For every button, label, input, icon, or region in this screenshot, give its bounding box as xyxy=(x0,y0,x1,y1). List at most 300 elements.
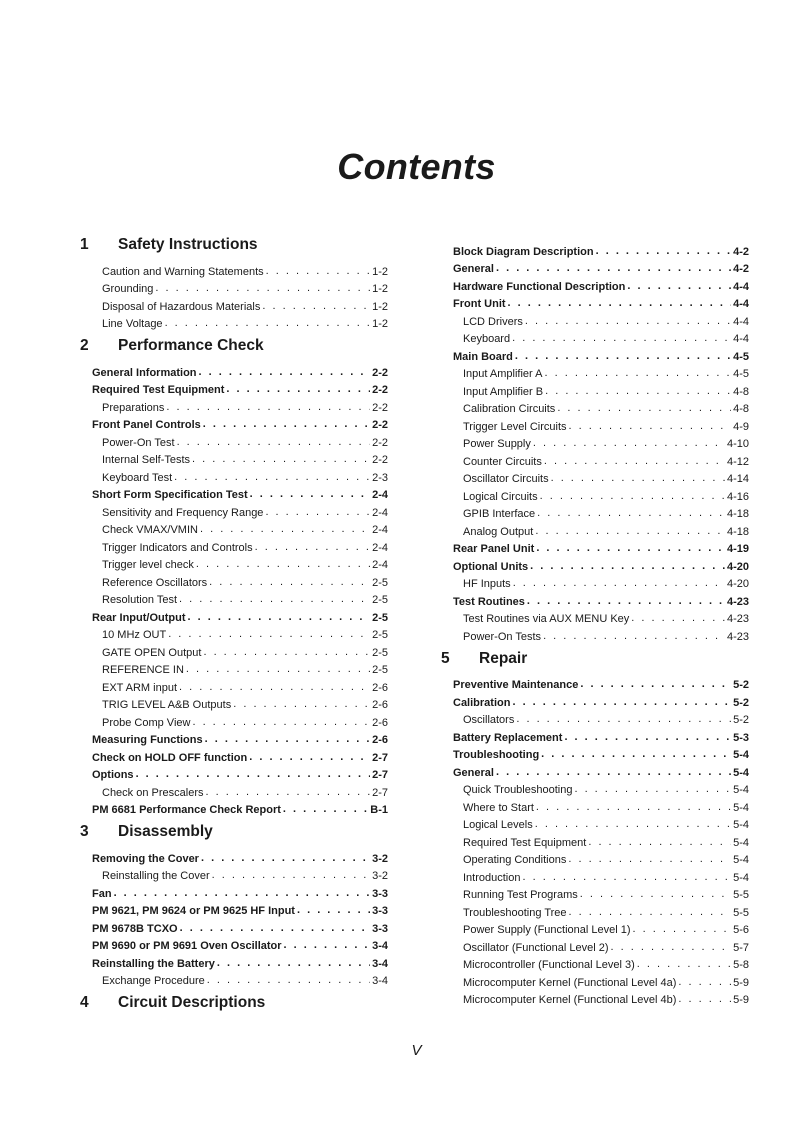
toc-entry-page: 5-4 xyxy=(733,819,749,831)
toc-entry-label: Optional Units xyxy=(453,560,529,573)
dot-leader xyxy=(522,870,731,884)
toc-entry-label: Analog Output xyxy=(463,525,534,538)
toc-entry[interactable] xyxy=(80,278,388,296)
toc-entry[interactable] xyxy=(441,468,749,486)
toc-entry-page: 5-3 xyxy=(733,731,749,744)
toc-entry-page: 4-4 xyxy=(733,280,749,293)
toc-entry-page: 2-2 xyxy=(372,419,388,431)
toc-entry-label: Oscillator Circuits xyxy=(463,473,549,485)
dot-leader xyxy=(265,505,370,519)
toc-entry[interactable] xyxy=(80,711,388,729)
toc-entry-label: Check on Prescalers xyxy=(102,786,204,799)
toc-entry-page: 5-2 xyxy=(733,696,749,709)
toc-entry-label: Microcontroller (Functional Level 3) xyxy=(463,959,635,971)
toc-entry-label: Troubleshooting Tree xyxy=(463,906,567,919)
toc-entry[interactable] xyxy=(441,398,749,416)
dot-leader xyxy=(179,680,370,694)
dot-leader xyxy=(188,610,371,624)
dot-leader xyxy=(525,314,731,328)
toc-entry-page: 4-23 xyxy=(726,630,749,643)
toc-entry[interactable] xyxy=(80,641,388,659)
toc-entry-label: Keyboard Test xyxy=(102,471,173,484)
toc-entry[interactable] xyxy=(441,538,749,556)
toc-entry[interactable] xyxy=(80,431,388,449)
dot-leader xyxy=(537,506,725,520)
toc-entry[interactable] xyxy=(441,503,749,521)
toc-entry[interactable] xyxy=(80,746,388,764)
toc-entry-label: PM 9621, PM 9624 or PM 9625 HF Input xyxy=(92,905,295,917)
dot-leader xyxy=(631,611,725,625)
dot-leader xyxy=(201,851,370,865)
toc-entry-page: 2-4 xyxy=(372,524,388,536)
dot-leader xyxy=(262,299,370,313)
toc-entry[interactable] xyxy=(441,573,749,591)
toc-entry[interactable] xyxy=(80,676,388,694)
toc-entry[interactable] xyxy=(441,989,749,1007)
toc-entry[interactable] xyxy=(441,625,749,643)
toc-entry-page: 5-4 xyxy=(733,854,749,866)
dot-leader xyxy=(199,365,371,379)
toc-entry-label: LCD Drivers xyxy=(463,315,523,328)
dot-leader xyxy=(209,575,370,589)
dot-leader xyxy=(545,366,732,380)
dot-leader xyxy=(249,750,370,764)
toc-entry-page: 2-4 xyxy=(372,559,388,571)
toc-entry-label: EXT ARM input xyxy=(102,681,177,694)
toc-entry-label: Rear Panel Unit xyxy=(453,543,535,555)
toc-entry-page: 5-2 xyxy=(733,679,749,691)
toc-entry-label: GPIB Interface xyxy=(463,508,536,520)
toc-entry-page: 2-5 xyxy=(372,664,388,676)
toc-entry-page: 3-3 xyxy=(372,887,388,900)
toc-left-column xyxy=(80,236,388,1018)
toc-entry[interactable] xyxy=(441,936,749,954)
toc-entry[interactable] xyxy=(80,313,388,331)
page-title: Contents xyxy=(337,146,496,187)
toc-entry[interactable] xyxy=(80,764,388,782)
dot-leader xyxy=(266,264,370,278)
dot-leader xyxy=(569,905,732,919)
toc-entry-page: 2-2 xyxy=(372,366,388,379)
toc-entry[interactable] xyxy=(80,952,388,970)
toc-entry-label: Short Form Specification Test xyxy=(92,489,248,501)
toc-entry-page: 4-5 xyxy=(733,350,749,363)
toc-entry-page: 5-4 xyxy=(733,766,749,779)
dot-leader xyxy=(203,645,370,659)
dot-leader xyxy=(200,522,370,536)
toc-right-column xyxy=(441,240,749,1006)
dot-leader xyxy=(512,695,731,709)
toc-entry-page: B-1 xyxy=(370,804,388,816)
toc-entry[interactable] xyxy=(80,466,388,484)
toc-entry-label: Trigger Indicators and Controls xyxy=(102,541,253,554)
dot-leader xyxy=(530,559,725,573)
toc-entry-label: General Information xyxy=(92,366,197,379)
toc-entry-page: 5-4 xyxy=(733,784,749,796)
dot-leader xyxy=(196,557,370,571)
dot-leader xyxy=(533,436,725,450)
toc-entry-label: Main Board xyxy=(453,350,513,363)
toc-entry-label: Removing the Cover xyxy=(92,852,199,865)
dot-leader xyxy=(515,349,731,363)
toc-entry[interactable] xyxy=(441,971,749,989)
toc-entry[interactable] xyxy=(80,935,388,953)
toc-entry[interactable] xyxy=(441,796,749,814)
toc-entry-label: Operating Conditions xyxy=(463,854,567,866)
toc-entry[interactable] xyxy=(441,590,749,608)
toc-entry[interactable] xyxy=(441,919,749,937)
dot-leader xyxy=(284,938,371,952)
toc-entry-label: PM 9690 or PM 9691 Oven Oscillator xyxy=(92,940,282,952)
toc-entry[interactable] xyxy=(441,293,749,311)
section-number: 5 xyxy=(441,649,450,667)
toc-entry[interactable] xyxy=(80,606,388,624)
toc-entry[interactable] xyxy=(80,865,388,883)
section-title: Safety Instructions xyxy=(118,236,258,253)
toc-entry-label: PM 6681 Performance Check Report xyxy=(92,804,281,816)
toc-entry[interactable] xyxy=(441,328,749,346)
toc-entry-page: 5-9 xyxy=(733,994,749,1006)
toc-entry-page: 3-4 xyxy=(372,940,388,952)
toc-entry-page: 2-6 xyxy=(372,716,388,729)
dot-leader xyxy=(155,281,370,295)
toc-entry[interactable] xyxy=(441,240,749,258)
toc-entry-label: Hardware Functional Description xyxy=(453,280,626,293)
toc-entry-page: 2-6 xyxy=(372,681,388,694)
toc-entry-page: 4-8 xyxy=(733,403,749,415)
dot-leader xyxy=(569,419,732,433)
toc-entry-label: Grounding xyxy=(102,283,154,295)
dot-leader xyxy=(508,296,732,310)
toc-entry-label: Preventive Maintenance xyxy=(453,679,579,691)
toc-entry-label: Introduction xyxy=(463,871,521,884)
toc-entry-page: 2-3 xyxy=(372,471,388,484)
toc-entry-page: 4-14 xyxy=(726,473,749,485)
toc-entry-label: Power Supply (Functional Level 1) xyxy=(463,924,631,936)
toc-entry-label: Calibration Circuits xyxy=(463,403,556,415)
toc-entry[interactable] xyxy=(80,501,388,519)
toc-entry-label: Keyboard xyxy=(463,333,511,345)
toc-entry-label: Input Amplifier B xyxy=(463,385,544,398)
toc-entry[interactable] xyxy=(80,589,388,607)
dot-leader xyxy=(678,992,731,1006)
dot-leader xyxy=(255,540,370,554)
toc-entry-label: Reinstalling the Cover xyxy=(102,870,210,882)
toc-entry-label: TRIG LEVEL A&B Outputs xyxy=(102,699,232,711)
toc-entry[interactable] xyxy=(441,363,749,381)
section-title: Repair xyxy=(479,649,528,667)
toc-entry[interactable] xyxy=(441,275,749,293)
toc-entry[interactable] xyxy=(80,659,388,677)
toc-entry-label: Input Amplifier A xyxy=(463,368,543,380)
toc-entry-page: 4-2 xyxy=(733,245,749,258)
toc-entry-page: 3-2 xyxy=(372,852,388,865)
toc-entry-label: Where to Start xyxy=(463,801,534,814)
toc-entry-label: Exchange Procedure xyxy=(102,975,205,987)
dot-leader xyxy=(536,800,731,814)
toc-entry[interactable] xyxy=(441,691,749,709)
toc-entry-page: 2-7 xyxy=(372,751,388,764)
dot-leader xyxy=(512,331,731,345)
toc-entry-page: 4-19 xyxy=(726,543,749,555)
toc-entry[interactable] xyxy=(441,954,749,972)
dot-leader xyxy=(217,956,370,970)
toc-entry-page: 4-16 xyxy=(726,490,749,503)
toc-entry-label: Power Supply xyxy=(463,438,531,450)
dot-leader xyxy=(535,817,731,831)
dot-leader xyxy=(168,627,370,641)
toc-entry-page: 1-2 xyxy=(372,283,388,295)
toc-entry-page: 1-2 xyxy=(372,300,388,313)
toc-entry[interactable] xyxy=(80,970,388,988)
toc-entry-page: 5-5 xyxy=(733,906,749,919)
section-heading xyxy=(80,823,388,844)
toc-entry-page: 5-5 xyxy=(733,889,749,901)
toc-entry-label: Trigger level check xyxy=(102,559,194,571)
toc-entry-label: PM 9678B TCXO xyxy=(92,922,178,935)
toc-entry-page: 5-4 xyxy=(733,749,749,761)
toc-entry-page: 2-2 xyxy=(372,436,388,449)
toc-entry-page: 5-6 xyxy=(733,924,749,936)
toc-entry-label: Power-On Test xyxy=(102,436,175,449)
toc-entry[interactable] xyxy=(441,901,749,919)
dot-leader xyxy=(564,730,731,744)
toc-entry-page: 5-7 xyxy=(733,941,749,954)
toc-entry-label: Fan xyxy=(92,887,112,900)
dot-leader xyxy=(544,454,725,468)
toc-entry-label: Logical Levels xyxy=(463,819,533,831)
toc-entry[interactable] xyxy=(80,781,388,799)
toc-entry[interactable] xyxy=(441,345,749,363)
toc-entry[interactable] xyxy=(441,674,749,692)
toc-entry-label: Oscillator (Functional Level 2) xyxy=(463,941,609,954)
toc-entry-label: Rear Input/Output xyxy=(92,611,186,624)
toc-entry[interactable] xyxy=(80,729,388,747)
toc-entry-page: 3-2 xyxy=(372,870,388,882)
toc-entry[interactable] xyxy=(441,450,749,468)
toc-entry[interactable] xyxy=(441,779,749,797)
toc-entry[interactable] xyxy=(80,449,388,467)
toc-entry-label: Reinstalling the Battery xyxy=(92,957,215,970)
toc-entry[interactable] xyxy=(80,917,388,935)
toc-entry[interactable] xyxy=(441,555,749,573)
toc-entry[interactable] xyxy=(441,849,749,867)
toc-entry-label: Caution and Warning Statements xyxy=(102,265,264,278)
toc-entry-page: 4-4 xyxy=(733,315,749,328)
toc-entry[interactable] xyxy=(441,709,749,727)
toc-entry-page: 4-9 xyxy=(733,420,749,433)
toc-entry[interactable] xyxy=(80,396,388,414)
toc-entry[interactable] xyxy=(80,379,388,397)
toc-entry-label: Trigger Level Circuits xyxy=(463,420,567,433)
toc-entry[interactable] xyxy=(441,415,749,433)
toc-entry[interactable] xyxy=(80,361,388,379)
dot-leader xyxy=(233,697,370,711)
toc-entry-page: 4-18 xyxy=(726,508,749,520)
toc-entry-label: Reference Oscillators xyxy=(102,576,208,589)
toc-entry-page: 5-4 xyxy=(733,801,749,814)
dot-leader xyxy=(174,470,370,484)
dot-leader xyxy=(580,677,731,691)
section-number: 4 xyxy=(80,994,89,1011)
dot-leader xyxy=(205,732,370,746)
dot-leader xyxy=(192,715,370,729)
section-title: Circuit Descriptions xyxy=(118,994,266,1011)
toc-entry[interactable] xyxy=(80,414,388,432)
toc-entry-label: Test Routines via AUX MENU Key xyxy=(463,613,630,625)
toc-entry-page: 2-5 xyxy=(372,646,388,659)
dot-leader xyxy=(678,975,731,989)
section-heading xyxy=(441,650,749,671)
dot-leader xyxy=(543,629,725,643)
dot-leader xyxy=(596,244,732,258)
dot-leader xyxy=(166,400,370,414)
toc-entry-page: 4-12 xyxy=(726,455,749,468)
toc-entry[interactable] xyxy=(80,536,388,554)
dot-leader xyxy=(551,471,725,485)
toc-entry-page: 5-4 xyxy=(733,871,749,884)
toc-entry-label: Block Diagram Description xyxy=(453,245,594,258)
toc-entry[interactable] xyxy=(441,744,749,762)
dot-leader xyxy=(513,576,725,590)
toc-entry-label: Check on HOLD OFF function xyxy=(92,751,248,764)
toc-entry[interactable] xyxy=(441,814,749,832)
dot-leader xyxy=(283,802,368,816)
toc-entry-label: Logical Circuits xyxy=(463,490,538,503)
toc-entry-page: 2-5 xyxy=(372,611,388,624)
toc-entry[interactable] xyxy=(80,900,388,918)
dot-leader xyxy=(226,382,370,396)
toc-entry[interactable] xyxy=(80,882,388,900)
section-title: Performance Check xyxy=(118,337,264,354)
toc-entry-label: HF Inputs xyxy=(463,578,511,590)
toc-entry-label: Battery Replacement xyxy=(453,731,563,744)
toc-entry[interactable] xyxy=(441,380,749,398)
toc-entry-label: Required Test Equipment xyxy=(463,836,587,849)
toc-entry-page: 2-5 xyxy=(372,594,388,606)
section-number: 2 xyxy=(80,337,89,354)
toc-entry-page: 4-8 xyxy=(733,385,749,398)
dot-leader xyxy=(527,594,725,608)
toc-entry[interactable] xyxy=(441,608,749,626)
toc-entry-page: 2-4 xyxy=(372,541,388,554)
toc-entry[interactable] xyxy=(441,485,749,503)
dot-leader xyxy=(574,782,731,796)
dot-leader xyxy=(212,868,370,882)
dot-leader xyxy=(179,592,370,606)
dot-leader xyxy=(177,435,371,449)
toc-entry[interactable] xyxy=(80,554,388,572)
toc-entry[interactable] xyxy=(80,519,388,537)
toc-entry[interactable] xyxy=(441,761,749,779)
toc-entry-page: 4-20 xyxy=(726,560,749,573)
toc-entry-page: 5-4 xyxy=(733,836,749,849)
toc-entry[interactable] xyxy=(80,484,388,502)
dot-leader xyxy=(588,835,731,849)
section-number: 1 xyxy=(80,236,89,253)
toc-entry-label: Counter Circuits xyxy=(463,455,542,468)
toc-entry[interactable] xyxy=(441,520,749,538)
toc-entry-page: 2-5 xyxy=(372,576,388,589)
dot-leader xyxy=(637,957,731,971)
toc-entry-label: Test Routines xyxy=(453,595,525,608)
dot-leader xyxy=(165,316,371,330)
toc-entry[interactable] xyxy=(80,295,388,313)
toc-entry-page: 4-23 xyxy=(726,613,749,625)
toc-entry-label: 10 MHz OUT xyxy=(102,629,167,641)
toc-entry[interactable] xyxy=(80,624,388,642)
dot-leader xyxy=(203,417,370,431)
dot-leader xyxy=(611,940,732,954)
section-title: Disassembly xyxy=(118,823,213,840)
toc-entry-page: 5-9 xyxy=(733,976,749,989)
toc-entry-page: 2-6 xyxy=(372,734,388,746)
toc-entry-label: Line Voltage xyxy=(102,318,163,330)
toc-entry[interactable] xyxy=(441,433,749,451)
dot-leader xyxy=(186,662,370,676)
toc-entry-page: 3-3 xyxy=(372,905,388,917)
toc-entry-page: 5-8 xyxy=(733,959,749,971)
dot-leader xyxy=(545,384,731,398)
toc-entry[interactable] xyxy=(441,726,749,744)
toc-entry-label: Running Test Programs xyxy=(463,889,578,901)
dot-leader xyxy=(207,973,370,987)
toc-entry[interactable] xyxy=(80,847,388,865)
toc-entry-label: Internal Self-Tests xyxy=(102,454,191,466)
toc-entry-label: Microcomputer Kernel (Functional Level 4b) xyxy=(463,994,677,1006)
toc-entry-label: Front Unit xyxy=(453,298,506,310)
toc-entry-page: 2-2 xyxy=(372,384,388,396)
toc-entry[interactable] xyxy=(441,258,749,276)
toc-entry-label: Troubleshooting xyxy=(453,749,540,761)
toc-entry-label: Check VMAX/VMIN xyxy=(102,524,198,536)
toc-entry-page: 4-23 xyxy=(726,595,749,608)
toc-entry-page: 1-2 xyxy=(372,318,388,330)
dot-leader xyxy=(557,401,731,415)
dot-leader xyxy=(536,541,725,555)
toc-entry[interactable] xyxy=(441,831,749,849)
dot-leader xyxy=(633,922,732,936)
toc-entry-label: Front Panel Controls xyxy=(92,419,201,431)
toc-entry-page: 1-2 xyxy=(372,265,388,278)
toc-entry[interactable] xyxy=(441,310,749,328)
toc-entry[interactable] xyxy=(80,571,388,589)
toc-entry[interactable] xyxy=(441,884,749,902)
toc-entry-page: 2-7 xyxy=(372,786,388,799)
toc-entry-page: 3-4 xyxy=(372,975,388,987)
toc-entry-label: General xyxy=(453,766,494,779)
dot-leader xyxy=(206,785,371,799)
toc-entry-label: Calibration xyxy=(453,696,511,709)
page-folio: V xyxy=(411,1042,422,1059)
toc-entry-page: 4-2 xyxy=(733,263,749,275)
toc-entry-page: 4-4 xyxy=(733,333,749,345)
dot-leader xyxy=(496,261,731,275)
toc-entry[interactable] xyxy=(441,866,749,884)
toc-entry-label: General xyxy=(453,263,494,275)
dot-leader xyxy=(250,487,370,501)
dot-leader xyxy=(192,452,370,466)
toc-entry[interactable] xyxy=(80,799,388,817)
toc-entry-label: Oscillators xyxy=(463,714,515,726)
dot-leader xyxy=(114,886,371,900)
toc-entry-page: 4-5 xyxy=(733,368,749,380)
toc-entry[interactable] xyxy=(80,694,388,712)
section-number: 3 xyxy=(80,823,89,840)
toc-entry[interactable] xyxy=(80,260,388,278)
dot-leader xyxy=(516,712,731,726)
toc-entry-page: 2-6 xyxy=(372,699,388,711)
